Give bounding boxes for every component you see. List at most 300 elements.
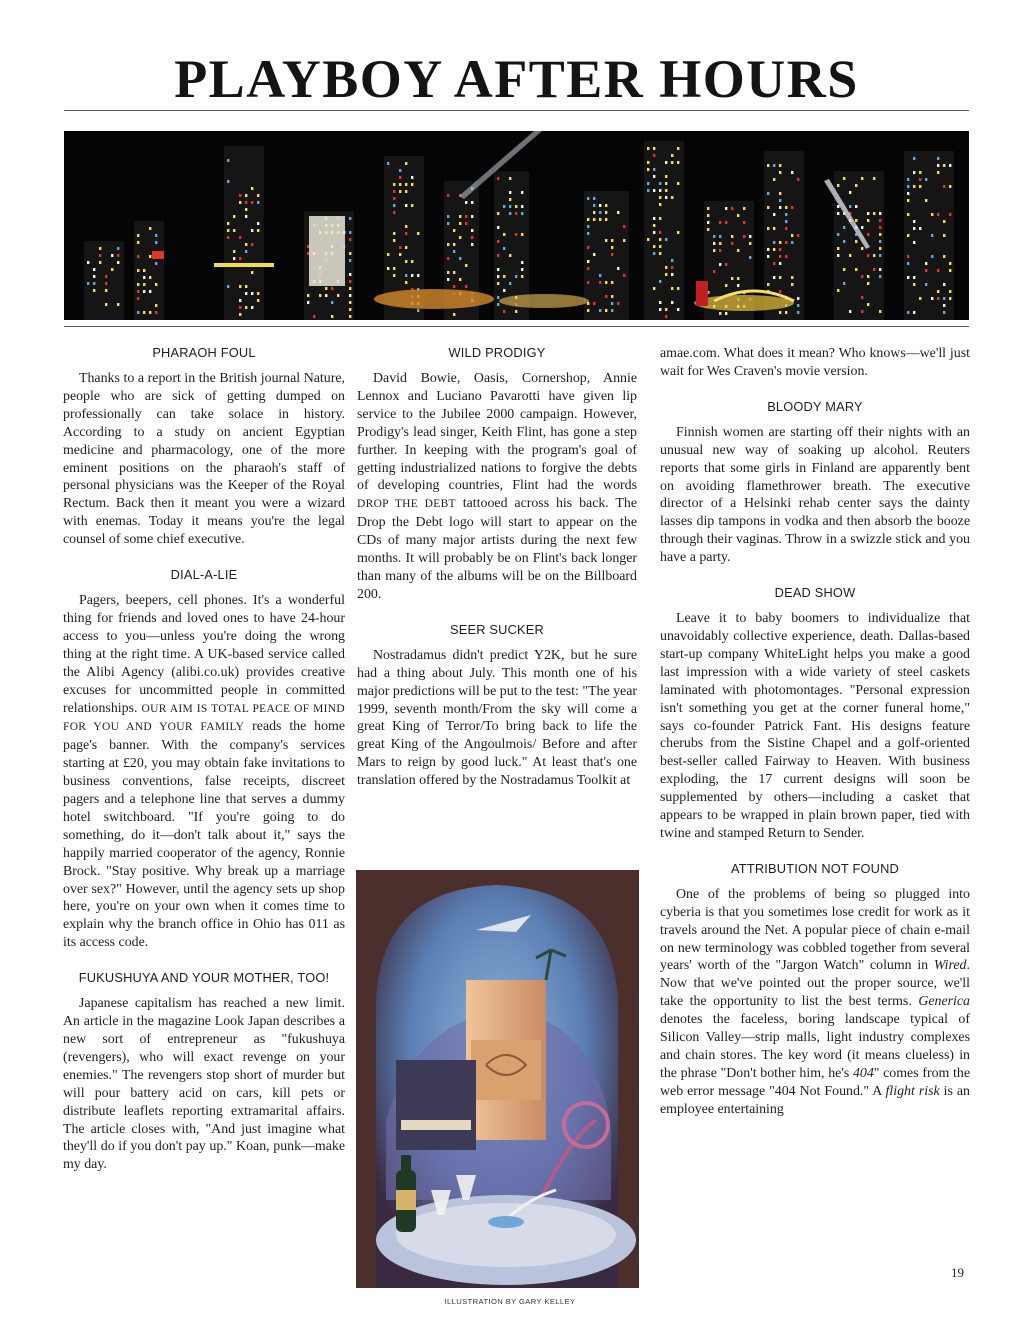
body-text: Pagers, beepers, cell phones. It's a wonderful thing for friends and loved ones to have 24-hour access to you—unless you're doing the wrong thing at the right time. A UK-based service called the Alibi Agency (alibi.co.uk) provides creative excuses for uncommitted people in committed relationships. (63, 593, 345, 716)
window-light (587, 267, 589, 270)
window-light (459, 215, 461, 218)
article-heading: PHARAOH FOUL (152, 345, 256, 360)
window-light (913, 185, 915, 188)
window-light (593, 218, 595, 221)
window-light (239, 257, 241, 260)
window-light (677, 182, 679, 185)
article-attribution-not-found (660, 861, 970, 1119)
window-light (587, 246, 589, 249)
window-light (99, 261, 101, 264)
window-light (587, 225, 589, 228)
window-light (599, 211, 601, 214)
window-light (331, 315, 333, 318)
window-light (749, 242, 751, 245)
window-light (349, 308, 351, 311)
window-light (767, 206, 769, 209)
window-light (447, 215, 449, 218)
window-light (767, 227, 769, 230)
window-light (611, 246, 613, 249)
window-light (349, 273, 351, 276)
window-light (387, 162, 389, 165)
window-light (931, 234, 933, 237)
window-light (867, 212, 869, 215)
window-light (659, 189, 661, 192)
window-light (117, 254, 119, 257)
window-light (587, 281, 589, 284)
window-light (521, 233, 523, 236)
window-light (731, 242, 733, 245)
window-light (867, 303, 869, 306)
window-light (393, 197, 395, 200)
window-light (861, 226, 863, 229)
article-heading: DIAL-A-LIE (170, 567, 238, 583)
window-light (387, 267, 389, 270)
window-light (861, 296, 863, 299)
window-light (417, 274, 419, 277)
window-light (447, 257, 449, 260)
window-light (325, 287, 327, 290)
page-number: 19 (951, 1265, 964, 1280)
window-light (925, 199, 927, 202)
window-light (447, 194, 449, 197)
window-light (599, 274, 601, 277)
window-light (105, 303, 107, 306)
window-light (653, 287, 655, 290)
window-light (919, 185, 921, 188)
window-light (677, 287, 679, 290)
window-light (797, 304, 799, 307)
window-light (605, 309, 607, 312)
window-light (925, 269, 927, 272)
window-light (931, 255, 933, 258)
window-light (767, 164, 769, 167)
window-light (949, 185, 951, 188)
window-light (459, 222, 461, 225)
window-light (239, 194, 241, 197)
article-body: Thanks to a report in the British journal Nature, people who are sick of getting dumped on professionally can take solace in history. According to a study on ancient Egyptian medicine and pharmacology, one of the more eminent positions on the pharaoh's staff of personal physicians was the Keeper of the Royal Rectum. Back then it meant you were a wizard with enemas. Today it means you're the legal counsel of some chief executive. (63, 371, 345, 548)
article-heading: BLOODY MARY (767, 398, 863, 414)
window-light (509, 212, 511, 215)
window-light (937, 164, 939, 167)
window-light (791, 283, 793, 286)
article-heading: DEAD SHOW (774, 585, 856, 601)
window-light (453, 250, 455, 253)
window-light (239, 285, 241, 288)
window-light (665, 196, 667, 199)
column-3 (660, 345, 970, 1137)
window-light (861, 310, 863, 313)
window-light (919, 178, 921, 181)
window-light (665, 189, 667, 192)
window-light (257, 292, 259, 295)
window-light (587, 232, 589, 235)
window-light (245, 292, 247, 295)
window-light (773, 241, 775, 244)
window-light (785, 213, 787, 216)
window-light (767, 255, 769, 258)
window-light (617, 211, 619, 214)
window-light (949, 290, 951, 293)
window-light (313, 315, 315, 318)
body-text: denotes the faceless, boring landscape typical of Silicon Valley—strip malls, light industry complexes and chain stores. The key word (it means clueless) in the phrase "Don't bother him, he's (660, 1012, 970, 1081)
window-light (677, 231, 679, 234)
window-light (867, 219, 869, 222)
window-light (349, 280, 351, 283)
window-light (239, 236, 241, 239)
window-light (319, 294, 321, 297)
window-light (659, 231, 661, 234)
window-light (497, 226, 499, 229)
window-light (471, 201, 473, 204)
window-light (251, 243, 253, 246)
window-light (453, 243, 455, 246)
window-light (453, 229, 455, 232)
article-pharaoh-foul (63, 345, 345, 549)
italic-term: Generica (918, 994, 970, 1010)
window-light (399, 169, 401, 172)
window-light (155, 262, 157, 265)
window-light (907, 234, 909, 237)
window-light (653, 252, 655, 255)
window-light (937, 213, 939, 216)
body-text: . Now that we've pointed out the proper source, we'll take the opportunity to list the best terms. (660, 958, 970, 1010)
window-light (749, 256, 751, 259)
window-light (137, 241, 139, 244)
tattoo-text: DROP THE DEBT (357, 498, 456, 511)
window-light (907, 262, 909, 265)
window-light (349, 315, 351, 318)
window-light (855, 240, 857, 243)
window-light (509, 282, 511, 285)
window-light (245, 201, 247, 204)
window-light (647, 161, 649, 164)
window-light (943, 297, 945, 300)
window-light (387, 253, 389, 256)
window-light (665, 266, 667, 269)
window-light (521, 212, 523, 215)
window-light (937, 290, 939, 293)
window-light (245, 306, 247, 309)
window-light (925, 283, 927, 286)
window-light (521, 205, 523, 208)
window-light (521, 275, 523, 278)
window-light (791, 206, 793, 209)
window-light (149, 227, 151, 230)
illustration-credit: ILLUSTRATION BY GARY KELLEY (444, 1297, 576, 1306)
window-light (907, 311, 909, 314)
window-light (233, 229, 235, 232)
window-light (611, 281, 613, 284)
window-light (913, 311, 915, 314)
window-light (785, 227, 787, 230)
window-light (599, 218, 601, 221)
window-light (155, 283, 157, 286)
window-light (779, 262, 781, 265)
window-light (331, 301, 333, 304)
window-light (719, 249, 721, 252)
window-light (497, 212, 499, 215)
window-light (861, 177, 863, 180)
window-light (411, 274, 413, 277)
window-light (653, 189, 655, 192)
window-light (149, 276, 151, 279)
nostradamus-illustration (356, 870, 639, 1288)
banner-rule (64, 326, 969, 327)
window-light (497, 177, 499, 180)
window-light (867, 254, 869, 257)
window-light (671, 287, 673, 290)
window-light (599, 204, 601, 207)
italic-term: Wired (933, 958, 967, 974)
window-light (503, 289, 505, 292)
article-body: Leave it to baby boomers to individualize that unavoidably collective experience, death. Dallas-based start-up company WhiteLight helps you make a good last impression with a wide variety of steel caskets laminated with photomontages. "Personal expression isn't something you get at the corner funeral home," says co-founder Patrick Fant. His designs feature cherubs from the Sistine Chapel and a golf-oriented best-seller called Fairway to Heaven. With business exploding, the 17 current designs will soon be supplemented by others—including a casket that appears to be wrapped in plain brown paper, tied with twine and stamped Return to Sender. (660, 611, 970, 841)
window-light (879, 268, 881, 271)
window-light (325, 294, 327, 297)
window-light (465, 264, 467, 267)
window-light (879, 240, 881, 243)
window-light (117, 261, 119, 264)
window-light (245, 208, 247, 211)
window-light (779, 199, 781, 202)
window-light (773, 248, 775, 251)
window-light (503, 275, 505, 278)
window-light (707, 221, 709, 224)
window-light (867, 233, 869, 236)
window-light (707, 228, 709, 231)
window-light (779, 248, 781, 251)
window-light (307, 301, 309, 304)
window-light (713, 235, 715, 238)
window-light (659, 308, 661, 311)
window-light (239, 313, 241, 316)
window-light (653, 217, 655, 220)
window-light (677, 147, 679, 150)
window-light (665, 238, 667, 241)
window-light (849, 254, 851, 257)
window-light (725, 263, 727, 266)
window-light (465, 222, 467, 225)
window-light (919, 297, 921, 300)
window-light (949, 297, 951, 300)
window-light (257, 222, 259, 225)
window-light (503, 233, 505, 236)
window-light (459, 236, 461, 239)
window-light (349, 259, 351, 262)
window-light (239, 306, 241, 309)
window-light (879, 233, 881, 236)
window-light (837, 254, 839, 257)
window-light (447, 278, 449, 281)
window-light (873, 212, 875, 215)
window-light (659, 280, 661, 283)
window-light (137, 269, 139, 272)
window-light (913, 283, 915, 286)
window-light (873, 177, 875, 180)
window-light (949, 269, 951, 272)
window-light (93, 282, 95, 285)
window-light (393, 267, 395, 270)
window-light (713, 249, 715, 252)
window-light (233, 257, 235, 260)
window-light (653, 147, 655, 150)
window-light (349, 252, 351, 255)
window-light (155, 304, 157, 307)
window-light (659, 238, 661, 241)
window-light (647, 189, 649, 192)
window-light (257, 194, 259, 197)
italic-term: 404 (852, 1065, 874, 1081)
window-light (87, 261, 89, 264)
window-light (587, 309, 589, 312)
window-light (143, 269, 145, 272)
window-light (605, 218, 607, 221)
body-text: " comes from the web error message "404 Not Found." A (660, 1065, 970, 1099)
window-light (677, 161, 679, 164)
window-light (593, 204, 595, 207)
window-light (773, 262, 775, 265)
window-light (879, 212, 881, 215)
window-light (659, 245, 661, 248)
window-light (593, 197, 595, 200)
window-light (399, 176, 401, 179)
window-light (227, 236, 229, 239)
window-light (925, 178, 927, 181)
window-light (497, 275, 499, 278)
window-light (907, 213, 909, 216)
window-light (653, 224, 655, 227)
window-light (713, 270, 715, 273)
body-text: David Bowie, Oasis, Cornershop, Annie Lennox and Luciano Pavarotti have given lip service to the Jubilee 2000 campaign. However, Prodigy's lead singer, Keith Flint, has gone a step further. In keeping with the program's goal of getting industrialized nations to forgive the debts of developing countries, Flint had the words (357, 371, 637, 494)
window-light (861, 247, 863, 250)
window-light (307, 294, 309, 297)
article-heading: FUKUSHUYA AND YOUR MOTHER, TOO! (78, 970, 330, 986)
window-light (453, 313, 455, 316)
window-light (411, 176, 413, 179)
window-light (393, 190, 395, 193)
skyline-svg (64, 131, 969, 320)
window-light (137, 311, 139, 314)
window-light (105, 275, 107, 278)
body-text: reads the home page's banner. With the company's services starting at £20, you may obtain fake invitations to business conventions, false receipts, discreet pagers and a telephone line that serves a dummy hotel switchboard. "If you're going to do something, do it—don't talk about it," says the happily married cooperator of the agency, Ronnie Brock. "Stay positive. Why break up a marriage over sex?" However, until the agency sets up shop here, you're on your own when it comes time to explain why the branch office in Ohio has 011 as its access code. (63, 719, 345, 951)
window-light (779, 171, 781, 174)
column-1 (63, 345, 345, 1192)
window-light (155, 234, 157, 237)
window-light (659, 217, 661, 220)
window-light (227, 229, 229, 232)
window-light (943, 283, 945, 286)
window-light (509, 254, 511, 257)
window-light (855, 205, 857, 208)
window-light (233, 250, 235, 253)
window-light (943, 220, 945, 223)
window-light (349, 294, 351, 297)
window-light (779, 241, 781, 244)
window-light (227, 159, 229, 162)
window-light (773, 178, 775, 181)
window-light (149, 255, 151, 258)
window-light (417, 309, 419, 312)
window-light (671, 301, 673, 304)
window-light (797, 297, 799, 300)
window-light (349, 301, 351, 304)
window-light (785, 206, 787, 209)
window-light (393, 239, 395, 242)
window-light (647, 147, 649, 150)
window-light (399, 253, 401, 256)
window-light (611, 309, 613, 312)
window-light (671, 196, 673, 199)
window-light (879, 219, 881, 222)
window-light (737, 277, 739, 280)
window-light (143, 311, 145, 314)
window-light (143, 290, 145, 293)
window-light (137, 297, 139, 300)
city-skyline-illustration (64, 131, 969, 320)
window-light (137, 283, 139, 286)
window-light (671, 259, 673, 262)
window-light (659, 196, 661, 199)
window-light (671, 273, 673, 276)
window-light (233, 215, 235, 218)
window-light (587, 197, 589, 200)
window-light (907, 276, 909, 279)
window-light (471, 236, 473, 239)
window-light (257, 229, 259, 232)
window-light (791, 241, 793, 244)
window-light (773, 276, 775, 279)
window-light (331, 287, 333, 290)
window-light (725, 221, 727, 224)
window-light (509, 205, 511, 208)
window-light (465, 285, 467, 288)
window-light (849, 310, 851, 313)
window-light (399, 190, 401, 193)
window-light (605, 281, 607, 284)
window-light (605, 211, 607, 214)
window-light (349, 217, 351, 220)
window-light (943, 255, 945, 258)
window-light (743, 221, 745, 224)
window-light (907, 185, 909, 188)
window-light (773, 227, 775, 230)
article-heading: ATTRIBUTION NOT FOUND (731, 860, 899, 876)
window-light (245, 285, 247, 288)
window-light (837, 205, 839, 208)
window-light (785, 241, 787, 244)
window-light (707, 214, 709, 217)
window-light (587, 218, 589, 221)
window-light (671, 154, 673, 157)
window-light (503, 310, 505, 313)
window-light (861, 275, 863, 278)
window-light (349, 287, 351, 290)
window-light (405, 190, 407, 193)
window-light (785, 311, 787, 314)
window-light (117, 303, 119, 306)
window-light (843, 177, 845, 180)
window-light (855, 184, 857, 187)
window-light (611, 253, 613, 256)
article-wild-prodigy (357, 345, 637, 604)
window-light (879, 254, 881, 257)
window-light (605, 295, 607, 298)
window-light (393, 204, 395, 207)
window-light (849, 191, 851, 194)
window-light (719, 221, 721, 224)
title-rule (64, 110, 969, 111)
window-light (913, 241, 915, 244)
window-light (879, 275, 881, 278)
